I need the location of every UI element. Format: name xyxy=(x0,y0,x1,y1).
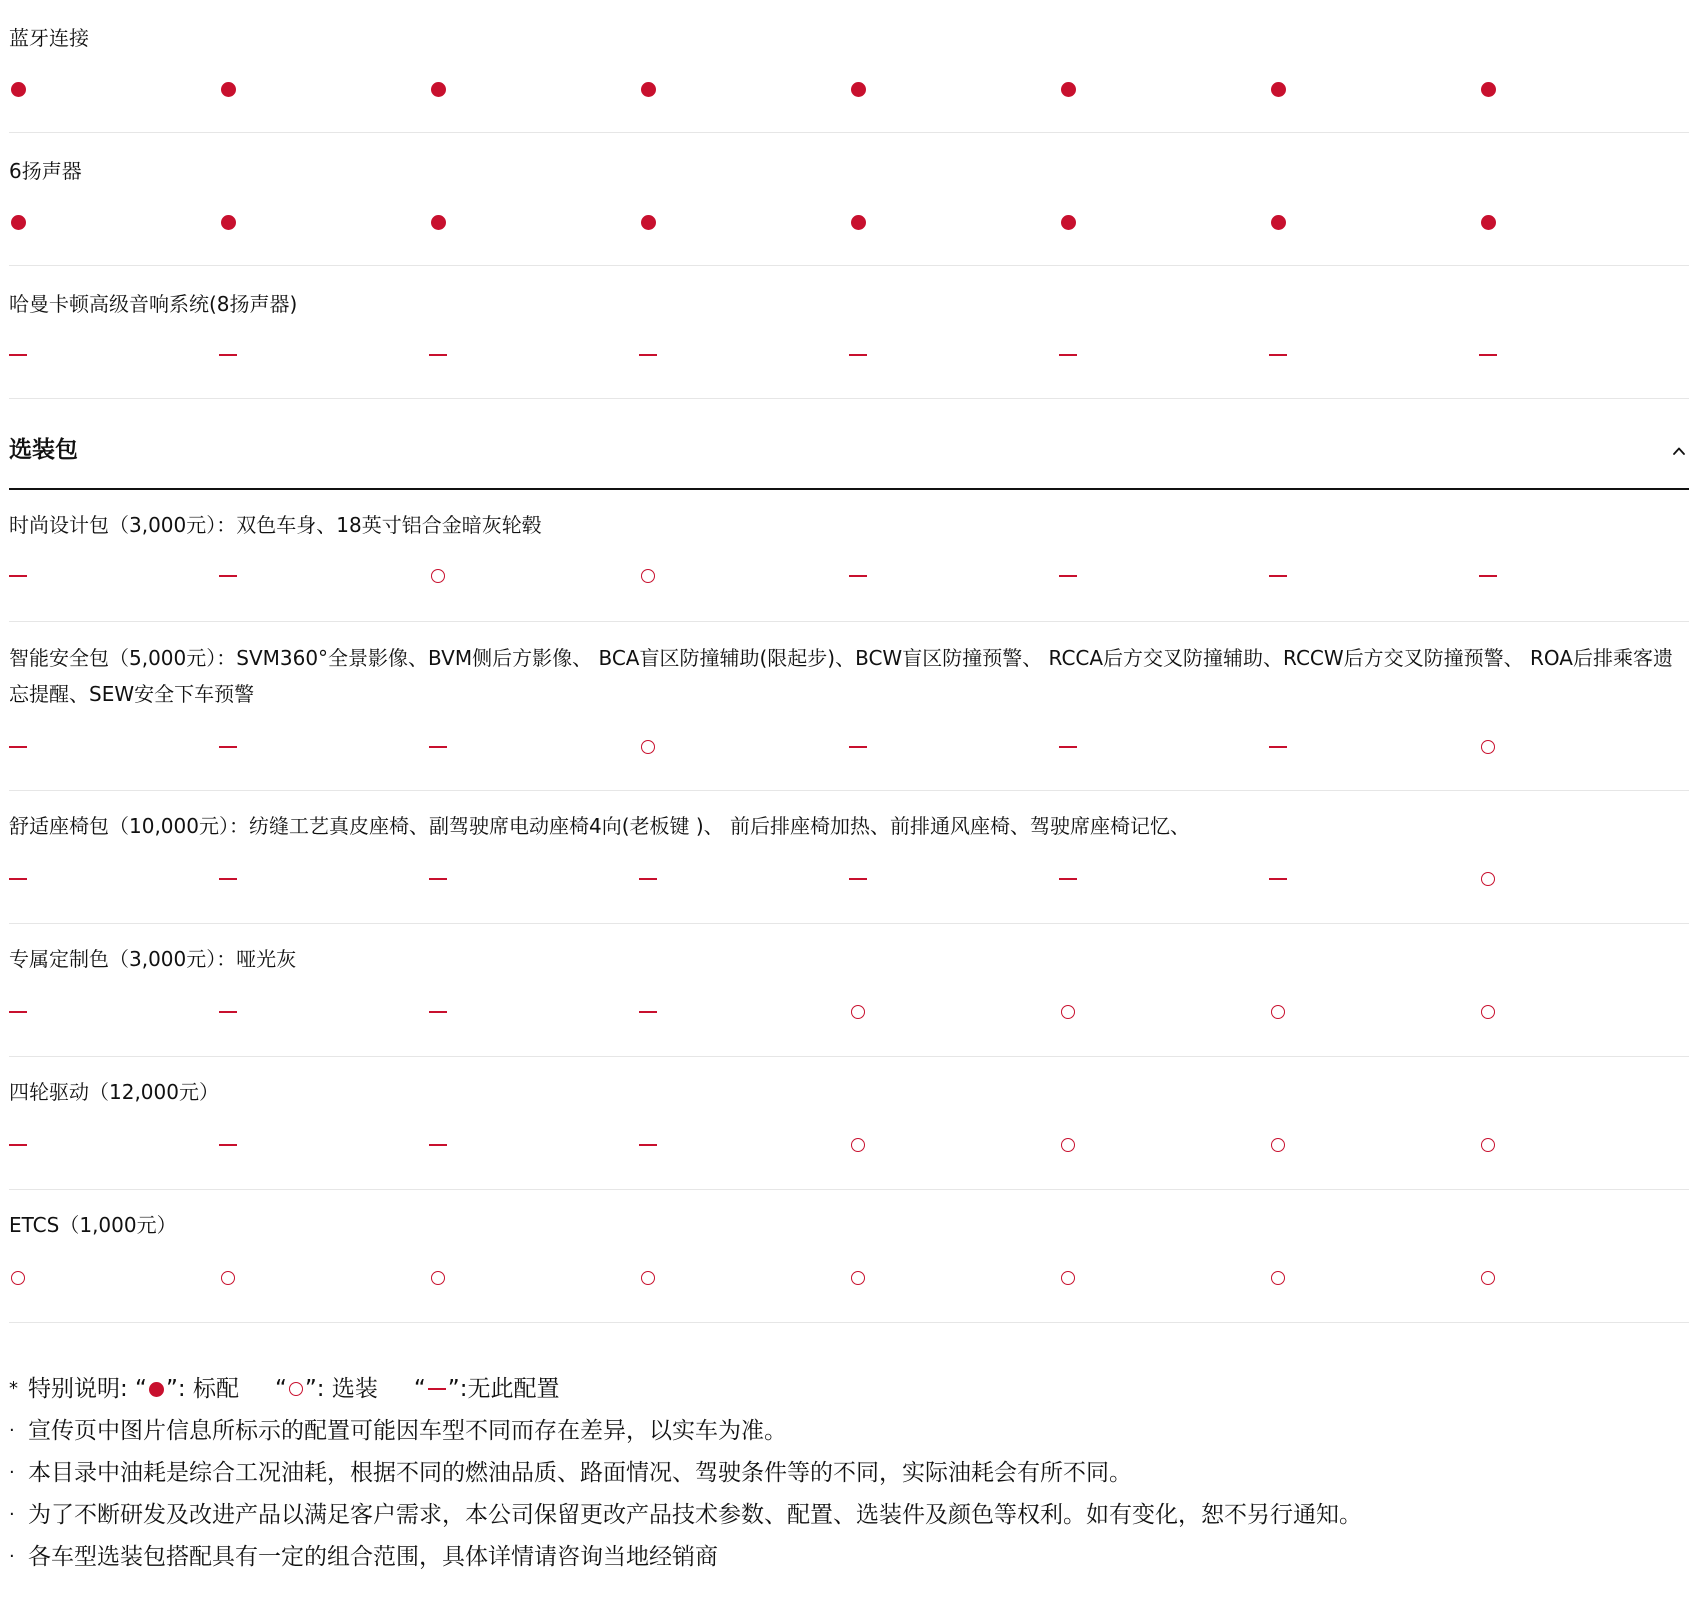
row-label: 四轮驱动（12,000元） xyxy=(9,1080,219,1104)
row-label: 蓝牙连接 xyxy=(9,26,89,50)
table-row xyxy=(9,1057,1689,1190)
none-dash-icon xyxy=(429,1000,449,1024)
legend-opt-prefix: “ xyxy=(274,1376,287,1402)
none-dash-icon xyxy=(429,735,449,759)
none-dash-icon xyxy=(9,343,29,367)
row-label: 时尚设计包（3,000元）：双色车身、18英寸铝合金暗灰轮毂 xyxy=(9,513,542,537)
section-header-options[interactable] xyxy=(9,412,1689,490)
note-item xyxy=(9,1494,1689,1536)
optional-ring-icon xyxy=(1479,1000,1499,1024)
note-text: 宣传页中图片信息所标示的配置可能因车型不同而存在差异，以实车为准。 xyxy=(28,1418,787,1444)
optional-ring-icon xyxy=(849,1266,869,1290)
none-dash-icon xyxy=(9,735,29,759)
optional-ring-icon xyxy=(1269,1133,1289,1157)
table-row xyxy=(9,266,1689,399)
none-dash-icon xyxy=(1269,564,1289,588)
note-bullet: · xyxy=(9,1504,15,1525)
optional-ring-icon xyxy=(1479,735,1499,759)
optional-ring-icon xyxy=(849,1000,869,1024)
note-text: 各车型选装包搭配具有一定的组合范围，具体详情请咨询当地经销商 xyxy=(28,1544,718,1570)
table-row xyxy=(9,1190,1689,1323)
standard-dot-icon xyxy=(639,77,659,101)
note-bullet: · xyxy=(9,1462,15,1483)
standard-dot-icon xyxy=(9,210,29,234)
notes-section xyxy=(9,1368,1689,1578)
optional-ring-icon xyxy=(1479,867,1499,891)
none-dash-icon xyxy=(9,867,29,891)
legend-text xyxy=(28,1368,559,1410)
optional-ring-icon xyxy=(219,1266,239,1290)
none-dash-icon xyxy=(429,1133,449,1157)
standard-dot-icon xyxy=(1059,77,1079,101)
none-dash-icon xyxy=(639,1000,659,1024)
row-marks xyxy=(9,77,1689,101)
row-label: 舒适座椅包（10,000元）：纺缝工艺真皮座椅、副驾驶席电动座椅4向(老板键 )、 前后排座椅加热、前排通风座椅、驾驶席座椅记忆、 xyxy=(9,814,1191,838)
legend-optional-label: ”: 选装 xyxy=(304,1376,378,1402)
none-dash-icon xyxy=(429,343,449,367)
row-marks xyxy=(9,1000,1689,1024)
standard-dot-icon xyxy=(1269,77,1289,101)
row-marks xyxy=(9,867,1689,891)
none-dash-icon xyxy=(1059,735,1079,759)
optional-ring-icon xyxy=(1059,1266,1079,1290)
none-dash-icon xyxy=(219,343,239,367)
section-title: 选装包 xyxy=(9,437,78,463)
optional-ring-icon xyxy=(289,1382,303,1396)
none-dash-icon xyxy=(639,343,659,367)
standard-dot-icon xyxy=(849,210,869,234)
table-row xyxy=(9,622,1689,791)
legend-none-label: ”:无此配置 xyxy=(447,1376,560,1402)
none-dash-icon xyxy=(219,1000,239,1024)
table-row xyxy=(9,490,1689,622)
note-bullet: · xyxy=(9,1420,15,1441)
standard-dot-icon xyxy=(219,77,239,101)
standard-dot-icon xyxy=(429,210,449,234)
legend-none-prefix: “ xyxy=(413,1376,426,1402)
row-marks xyxy=(9,343,1689,367)
optional-ring-icon xyxy=(429,564,449,588)
none-dash-icon xyxy=(9,564,29,588)
note-text: 为了不断研发及改进产品以满足客户需求，本公司保留更改产品技术参数、配置、选装件及颜色等权利。如有变化，恕不另行通知。 xyxy=(28,1502,1362,1528)
none-dash-icon xyxy=(9,1000,29,1024)
table-row xyxy=(9,133,1689,266)
standard-dot-icon xyxy=(219,210,239,234)
none-dash-icon xyxy=(219,1133,239,1157)
none-dash-icon xyxy=(849,343,869,367)
optional-ring-icon xyxy=(429,1266,449,1290)
optional-ring-icon xyxy=(1059,1133,1079,1157)
none-dash-icon xyxy=(219,564,239,588)
none-dash-icon xyxy=(219,867,239,891)
none-dash-icon xyxy=(1479,564,1499,588)
chevron-up-icon[interactable] xyxy=(1673,445,1685,457)
none-dash-icon xyxy=(1479,343,1499,367)
legend-standard-label: ”: 标配 xyxy=(165,1376,239,1402)
note-bullet: * xyxy=(9,1378,18,1399)
table-row xyxy=(9,791,1689,924)
legend-prefix: 特别说明: “ xyxy=(28,1376,147,1402)
row-marks xyxy=(9,735,1689,759)
none-dash-icon xyxy=(1059,564,1079,588)
none-dash-icon xyxy=(849,564,869,588)
optional-ring-icon xyxy=(1059,1000,1079,1024)
note-item xyxy=(9,1536,1689,1578)
table-row xyxy=(9,924,1689,1057)
optional-ring-icon xyxy=(1479,1266,1499,1290)
none-dash-icon xyxy=(1059,867,1079,891)
note-text: 本目录中油耗是综合工况油耗，根据不同的燃油品质、路面情况、驾驶条件等的不同，实际油耗会有所不同。 xyxy=(28,1460,1132,1486)
standard-dot-icon xyxy=(429,77,449,101)
legend-note xyxy=(9,1368,1689,1410)
row-marks xyxy=(9,1133,1689,1157)
row-marks xyxy=(9,1266,1689,1290)
standard-dot-icon xyxy=(639,210,659,234)
none-dash-icon xyxy=(428,1388,446,1390)
row-label: 哈曼卡顿高级音响系统(8扬声器) xyxy=(9,292,298,316)
optional-ring-icon xyxy=(1269,1000,1289,1024)
standard-dot-icon xyxy=(149,1382,164,1397)
none-dash-icon xyxy=(429,867,449,891)
row-label: 6扬声器 xyxy=(9,159,82,183)
row-marks xyxy=(9,210,1689,234)
row-label: 专属定制色（3,000元）：哑光灰 xyxy=(9,947,297,971)
optional-ring-icon xyxy=(9,1266,29,1290)
optional-ring-icon xyxy=(849,1133,869,1157)
none-dash-icon xyxy=(9,1133,29,1157)
none-dash-icon xyxy=(849,735,869,759)
standard-dot-icon xyxy=(1269,210,1289,234)
note-item xyxy=(9,1452,1689,1494)
optional-ring-icon xyxy=(1479,1133,1499,1157)
table-row xyxy=(9,0,1689,133)
standard-dot-icon xyxy=(1059,210,1079,234)
optional-ring-icon xyxy=(639,564,659,588)
standard-dot-icon xyxy=(1479,210,1499,234)
none-dash-icon xyxy=(849,867,869,891)
note-bullet: · xyxy=(9,1546,15,1567)
none-dash-icon xyxy=(639,867,659,891)
none-dash-icon xyxy=(1059,343,1079,367)
none-dash-icon xyxy=(219,735,239,759)
optional-ring-icon xyxy=(1269,1266,1289,1290)
optional-ring-icon xyxy=(639,735,659,759)
note-item xyxy=(9,1410,1689,1452)
none-dash-icon xyxy=(1269,735,1289,759)
row-label: 智能安全包（5,000元）：SVM360°全景影像、BVM侧后方影像、 BCA盲区防撞辅助(限起步)、BCW盲区防撞预警、 RCCA后方交叉防撞辅助、RCCW后方交叉防撞预警、 ROA后排乘客遗忘提醒、SEW安全下车预警 xyxy=(9,646,1673,706)
row-label: ETCS（1,000元） xyxy=(9,1213,177,1237)
standard-dot-icon xyxy=(1479,77,1499,101)
none-dash-icon xyxy=(639,1133,659,1157)
none-dash-icon xyxy=(1269,867,1289,891)
row-marks xyxy=(9,564,1689,588)
none-dash-icon xyxy=(1269,343,1289,367)
standard-dot-icon xyxy=(849,77,869,101)
optional-ring-icon xyxy=(639,1266,659,1290)
standard-dot-icon xyxy=(9,77,29,101)
